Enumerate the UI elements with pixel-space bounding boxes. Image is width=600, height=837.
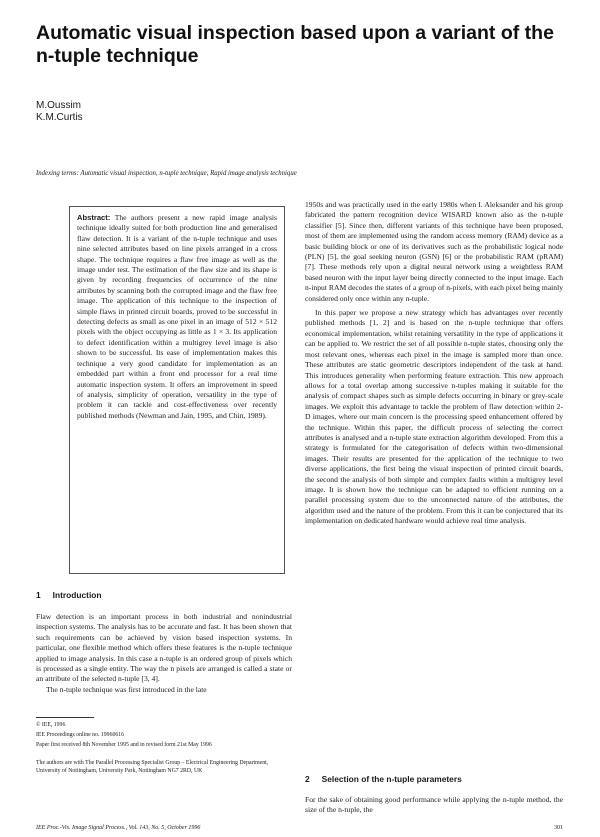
paragraph: The n-tuple technique was first introduced in the late — [46, 684, 207, 694]
abstract-box — [69, 206, 285, 574]
section-2-heading — [305, 774, 563, 784]
section-number: 1 — [36, 590, 41, 600]
section-1-heading — [36, 590, 292, 600]
author-list — [36, 100, 83, 124]
footnote: © IEE, 1996 — [36, 722, 66, 728]
footnote: The authors are with The Parallel Processing Specialist Group – Electrical Engineering Department, University of Nottingham, University Park, Nottingham NG7 2RD, UK — [36, 760, 269, 774]
author-name: M.Oussim — [36, 100, 81, 111]
index-terms: Indexing terms: Automatic visual inspection, n-tuple technique, Rapid image analysis technique — [36, 170, 297, 177]
section-number: 2 — [305, 774, 310, 784]
paragraph: For the sake of obtaining good performance while applying the n-tuple method, the size of the n-tuple, the — [305, 795, 563, 815]
paragraph: In this paper we propose a new strategy which has advantages over recently published methods [1, 2] and is based on the n-tuple technique that offers economical implementation, whilst retaining versatility in the type of applications it can be applied to. We restrict the set of all possible n-tuple states, choosing only the most relevant ones, whereas each pixel in the image is sampled more than once. These attributes are static geometric descriptors independent of the task at hand. This introduces generality when performing feature extraction. This new approach allows for a total overlap among successive n-tuples making it suitable for the analysis of compact shapes such as simple defects occurring in binary or grey-scale images. We exploit this advantage to tackle the problem of flaw detection within 2-D images, where our main concern is the processing speed enhancement offered by the technique. Within this paper, the difficult process of selecting the correct attributes is analysed and a n-tuple state extraction algorithm developed. From this a strategy is formulated for the categorisation of defects within two-dimensional images. Their results are presented for the application of the technique to two diverse applications, the first being the visual inspection of printed circuit boards, the second the analysis of both simple and complex faults within a multigrey level image. It is shown how the technique can be adapted to efficient running on a parallel processing system due to the unconnected nature of the attributes, the algorithm used and the nature of the problem. From this it can be conjectured that its implementation on dedicated hardware would achieve real time analysis. — [305, 308, 563, 526]
abstract-label: Abstract: — [77, 213, 111, 222]
section-title: Introduction — [52, 590, 102, 600]
footnote-divider — [36, 717, 94, 718]
abstract-text: The authors present a new rapid image analysis technique ideally suited for both production line and generalised flaw detection. It is a variant of the n-tuple technique and uses nine selected attributes based on line pixels arranged in a cross shape. The technique requires a flaw free image as well as the image under test. The estimation of the flaw size and its shape is given by recording frequencies of occurrence of the nine attributes by scanning both the corrupted image and the flaw free image. The application of this technique to the inspection of simple flaws in printed circuit boards, proved to be successful in detecting defects as small as one pixel in an image of 512 × 512 pixels with the object occupying as little as 1 × 3. Its application to defect identification within a multigrey level image is also shown to be successful. Its ease of implementation makes this technique a very good candidate for implementation as an embedded part within a front end processor for a real time automatic inspection system. It offers an improvement in speed of analysis, simplicity of operation, versatility in the type of problem it can tackle and cost-effectiveness over recently published methods (Newman and Jain, 1995, and Chin, 1989). — [77, 213, 277, 420]
author-name: K.M.Curtis — [36, 112, 83, 123]
left-column-body — [36, 612, 292, 695]
paragraph: Flaw detection is an important process in both industrial and nonindustrial inspection systems. The analysis has to be accurate and fast. It has been shown that such requirements can be achieved by vision based inspection systems. In particular, one flexible method which offers these features is the n-tuple technique applied to image analysis. In this case a n-tuple is an ordered group of pixels which is processed as a single entity. The way the n pixels are arranged is called a state or an attribute of the selected n-tuple [3, 4]. — [36, 612, 292, 684]
journal-citation: IEE Proc.-Vis. Image Signal Process., Vol. 143, No. 5, October 1996 — [36, 825, 201, 831]
right-column-continuation — [305, 795, 563, 816]
right-column-body — [305, 200, 563, 527]
paragraph: 1950s and was practically used in the early 1980s when I. Aleksander and his group fabricated the pattern recognition device WISARD known also as the n-tuple classifier [5]. Since then, different variants of this technique have been proposed, most of them are implemented using the random access memory (RAM) device as a basic building block or one of its derivatives such as the probabilistic logical node (PLN) [5], the goal seeking neuron (GSN) [6] or the probabilistic RAM (pRAM) [7]. These methods rely upon a digital neural network using a weightless RAM based neuron with the input layer being directly connected to the input image. Each n-input RAM decodes the states of a group of n-pixels, with each pixel being mainly considered only once within any n-tuple. — [305, 200, 563, 303]
page-number: 301 — [554, 825, 563, 831]
paper-title: Automatic visual inspection based upon a variant of the n-tuple technique — [36, 22, 554, 67]
section-title: Selection of the n-tuple parameters — [321, 774, 462, 784]
footnote: Paper first received 8th November 1995 and in revised form 21st May 1996 — [36, 742, 212, 748]
page-footer — [36, 825, 563, 831]
footnote: IEE Proceedings online no. 19960616 — [36, 732, 125, 738]
